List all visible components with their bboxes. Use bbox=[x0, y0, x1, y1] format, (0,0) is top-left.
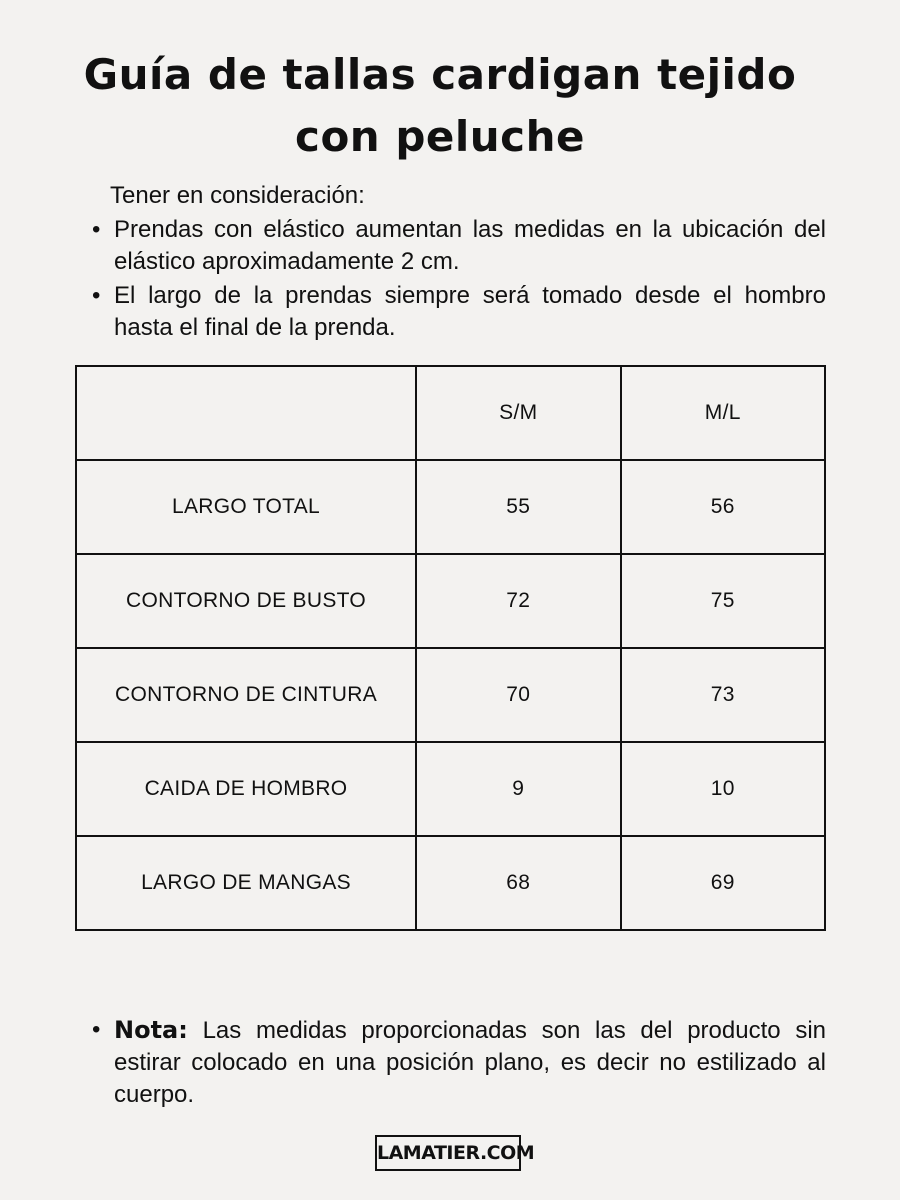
list-item: • El largo de la prendas siempre será tomado desde el hombro hasta el final de la prenda. bbox=[92, 280, 826, 344]
table-row bbox=[76, 554, 825, 648]
title-line-2: con peluche bbox=[295, 112, 585, 161]
consideration-list bbox=[92, 214, 826, 346]
cell-sm: 72 bbox=[416, 554, 620, 648]
note bbox=[92, 1014, 826, 1111]
cell-ml: 73 bbox=[621, 648, 825, 742]
header-ml: M/L bbox=[621, 366, 825, 460]
consideration-heading: Tener en consideración: bbox=[110, 182, 365, 209]
row-label: CAIDA DE HOMBRO bbox=[76, 742, 416, 836]
note-text: Las medidas proporcionadas son las del producto sin estirar colocado en una posición plano, es decir no estilizado al cuerpo. bbox=[114, 1017, 826, 1108]
table-row bbox=[76, 648, 825, 742]
cell-sm: 55 bbox=[416, 460, 620, 554]
table-row bbox=[76, 836, 825, 930]
cell-ml: 10 bbox=[621, 742, 825, 836]
row-label: CONTORNO DE BUSTO bbox=[76, 554, 416, 648]
note-label: Nota: bbox=[114, 1016, 188, 1044]
row-label: LARGO TOTAL bbox=[76, 460, 416, 554]
cell-ml: 69 bbox=[621, 836, 825, 930]
table-header-row bbox=[76, 366, 825, 460]
cell-sm: 9 bbox=[416, 742, 620, 836]
row-label: CONTORNO DE CINTURA bbox=[76, 648, 416, 742]
cell-ml: 75 bbox=[621, 554, 825, 648]
page-title bbox=[40, 44, 840, 168]
cell-sm: 68 bbox=[416, 836, 620, 930]
row-label: LARGO DE MANGAS bbox=[76, 836, 416, 930]
cell-sm: 70 bbox=[416, 648, 620, 742]
size-table bbox=[75, 365, 826, 931]
header-empty-cell bbox=[76, 366, 416, 460]
brand-logo: LAMATIER.COM bbox=[375, 1135, 521, 1171]
table-row bbox=[76, 742, 825, 836]
list-item: • Prendas con elástico aumentan las medidas en la ubicación del elástico aproximadamente 2 cm. bbox=[92, 214, 826, 278]
table-row bbox=[76, 460, 825, 554]
cell-ml: 56 bbox=[621, 460, 825, 554]
header-sm: S/M bbox=[416, 366, 620, 460]
title-line-1: Guía de tallas cardigan tejido bbox=[83, 50, 797, 99]
